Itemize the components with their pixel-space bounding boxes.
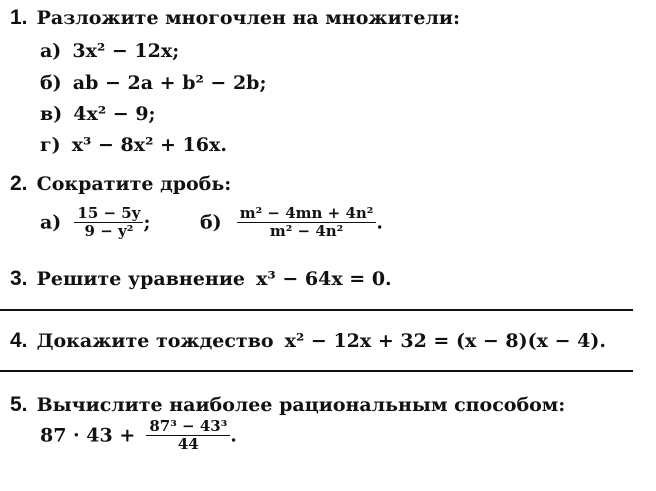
item-label: а) — [40, 40, 62, 62]
item-tail: . — [376, 211, 383, 234]
task-number: 2. — [10, 172, 28, 195]
item-expression: 3x² − 12x; — [72, 40, 180, 62]
task-2-item-a — [40, 205, 150, 240]
task-prompt: Решите уравнение — [36, 268, 246, 290]
item-expression: x³ − 8x² + 16x. — [71, 134, 227, 156]
task-prompt: Разложите многочлен на множители: — [36, 7, 461, 29]
expression-tail: . — [230, 424, 237, 447]
task-prompt: Докажите тождество — [36, 330, 274, 352]
fraction-denominator: m² − 4n² — [269, 222, 344, 240]
item-label: б) — [200, 211, 222, 234]
task-3-heading — [10, 267, 392, 291]
item-label: в) — [40, 103, 63, 125]
task-2-heading — [10, 172, 231, 196]
task-4-heading — [10, 329, 606, 353]
divider-line — [0, 309, 633, 311]
task-expression: x² − 12x + 32 = (x − 8)(x − 4). — [284, 330, 606, 352]
task-1-heading — [10, 6, 460, 30]
fraction-denominator: 44 — [177, 435, 199, 453]
item-label: г) — [40, 134, 61, 156]
task-2-item-b — [200, 205, 383, 240]
item-expression: 4x² − 9; — [73, 103, 156, 125]
task-prompt: Вычислите наиболее рациональным способом: — [36, 394, 566, 416]
item-expression: ab − 2a + b² − 2b; — [72, 72, 267, 94]
divider-line — [0, 370, 633, 372]
task-expression: x³ − 64x = 0. — [256, 268, 392, 290]
fraction-numerator: m² − 4mn + 4n² — [239, 204, 374, 222]
item-label: б) — [40, 72, 62, 94]
fraction — [146, 418, 230, 453]
task-1-item-c — [40, 103, 156, 125]
task-number: 3. — [10, 267, 28, 290]
fraction-denominator: 9 − y² — [84, 222, 134, 240]
task-1-item-a — [40, 40, 179, 62]
task-5-heading — [10, 393, 565, 417]
fraction-numerator: 15 − 5y — [77, 204, 141, 222]
task-1-item-b — [40, 72, 266, 94]
item-tail: ; — [143, 211, 151, 234]
task-1-item-d — [40, 134, 227, 156]
task-number: 4. — [10, 329, 28, 352]
fraction-numerator: 87³ − 43³ — [149, 417, 228, 435]
item-label: а) — [40, 211, 62, 234]
task-5-expression — [40, 418, 237, 453]
task-number: 1. — [10, 6, 28, 29]
fraction — [237, 205, 377, 240]
expression-lead: 87 · 43 + — [40, 424, 136, 447]
task-prompt: Сократите дробь: — [36, 173, 232, 195]
fraction — [74, 205, 143, 240]
task-number: 5. — [10, 393, 28, 416]
